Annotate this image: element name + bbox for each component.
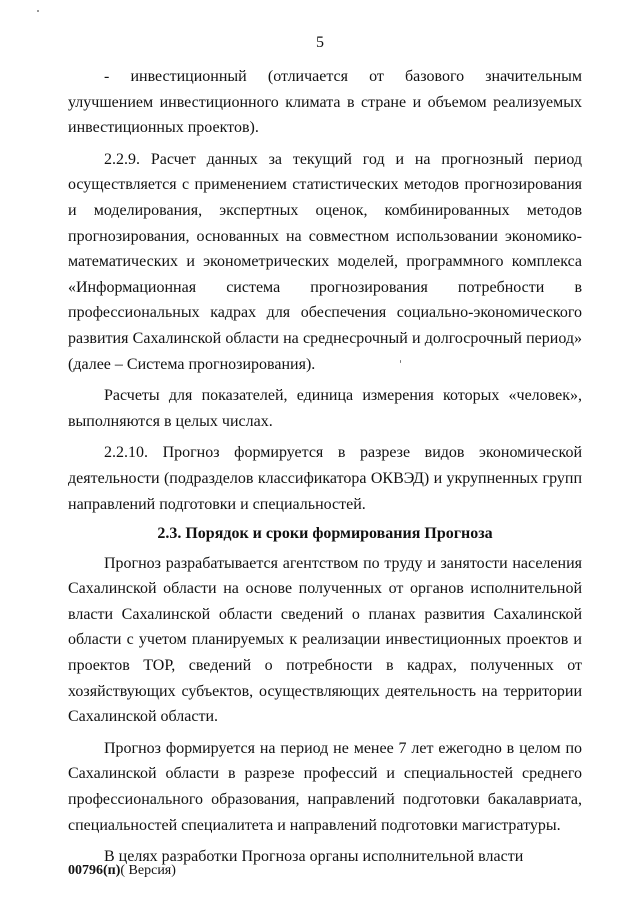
page-number: 5 <box>316 34 324 51</box>
paragraph-rounding-rule: Расчеты для показателей, единица измерения которых «человек», выполняются в целых числах. <box>68 387 582 430</box>
paragraph-investment-scenario: - инвестиционный (отличается от базового значительным улучшением инвестиционного климата в стране и объемом реализуемых инвестиционных проектов). <box>68 68 582 137</box>
paragraph-forecast-purpose: В целях разработки Прогноза органы исполнительной власти <box>104 848 524 866</box>
paragraph-2-2-10: 2.2.10. Прогноз формируется в разрезе видов экономической деятельности (подразделов классификатора ОКВЭД) и укрупненных групп направлений подготовки и специальностей. <box>68 444 582 513</box>
section-heading: 2.3. Порядок и сроки формирования Прогноза <box>157 525 493 543</box>
paragraph-forecast-period: Прогноз формируется на период не менее 7 лет ежегодно в целом по Сахалинской области в разрезе профессий и специальностей среднего профессионального образования, направлений подготовки бакалавриата, специальностей специалитета и направлений подготовки магистратуры. <box>68 739 582 834</box>
document-footer <box>68 862 176 880</box>
document-body <box>68 64 582 876</box>
paragraph-forecast-development: Прогноз разрабатывается агентством по труду и занятости населения Сахалинской области на основе полученных от органов исполнительной власти Сахалинской области сведений о планах развития Сахалинской области с учетом планируемых к реализации инвестиционных проектов и проектов ТОР, сведений о потребности в кадрах, полученных от хозяйствующих субъектов, осуществляющих деятельность на территории Сахалинской области. <box>68 554 582 726</box>
document-code: 00796(п) <box>68 863 121 878</box>
document-version: ( Версия) <box>120 863 176 878</box>
scan-speck <box>37 10 39 12</box>
paragraph-2-2-9: 2.2.9. Расчет данных за текущий год и на прогнозный период осуществляется с применением статистических методов прогнозирования и моделирования, экспертных оценок, комбинированных методов прогнозирования, основанных на совместном использовании экономико-математических и эконометрических моделей, программного комплекса «Информационная система прогнозирования потребности в профессиональных кадрах для обеспечения социально-экономического развития Сахалинской области на среднесрочный и долгосрочный период» (далее – Система прогнозирования). <box>68 150 582 373</box>
